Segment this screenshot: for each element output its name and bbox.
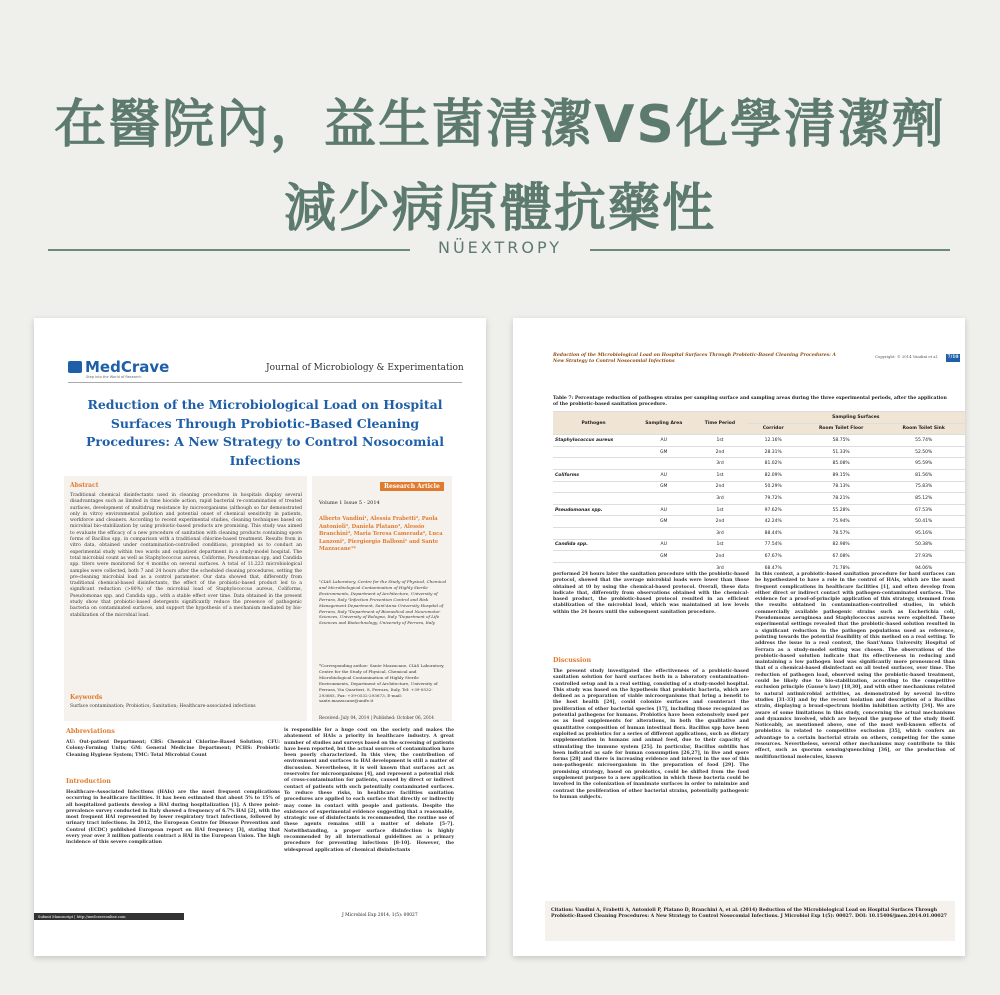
cell-period: 3rd (693, 458, 746, 470)
cell-period: 1st (693, 469, 746, 481)
cell-period: 1st (693, 539, 746, 551)
cell-floor: 55.28% (800, 504, 883, 516)
cell-corridor: 42.24% (747, 516, 800, 528)
introduction-text: Healthcare-Associated Infections (HAIs) are the most frequent complications occurring in healthcare facilities. It has been estimated that about 5% to 15% of all hospitalized patients develop a HAI during hospitalization [1]. A three point-prevalence survey conducted in Italy showed a frequency of 6.7% HAI [2], with the most frequent HAI represented by lower respiratory tract infections, followed by urinary tract infections. In 2012, the European Centre for Disease Prevention and Control (ECDC) published European report on HAI frequency [3], stating that every year over 3 million patients contract a HAI in the European Union. The high incidence of this severe complication (66, 790, 280, 846)
table-body (553, 435, 965, 574)
brand-logo: NÜEXTROPY (437, 238, 563, 257)
keywords-text: Surface contamination; Probiotics; Sanitation; Healthcare-associated infections (70, 704, 256, 709)
corresponding-author: *Corresponding author: Sante Mazzacane, CIAS Laboratory, Centre for the Study of Physical, Chemical and Microbiological Contamination of Highly Sterile Environments, Department of Architecture, University of Ferrara, Via Quartieri, 8, Ferrara, Italy, Tel: +39-0532-293685, Fax: +39-0532-293673, E-mail: sante.mazzacane@unife.it (319, 663, 445, 704)
cell-area: AU (634, 539, 693, 551)
cell-period: 2nd (693, 446, 746, 458)
th-toilet-floor: Room Toilet Floor (800, 423, 883, 435)
table-row (553, 504, 965, 516)
header-rule (68, 382, 462, 383)
table-row (553, 493, 965, 505)
cell-period: 1st (693, 435, 746, 447)
cell-floor: 78.13% (800, 481, 883, 493)
discussion-text-right: In this context, a probiotic-based sanitation procedure for hard surfaces can be hypothesized to have a role in the control of HAIs, which are the most frequent complications in healthcare facilities [1], and often develop from either direct or indirect contact with pathogen-contaminated surfaces. The evidence for a proof-of-principle application of this strategy, stemmed from the results obtained in contamination-controlled studies, in which commercially available pathogenic strains such as Escherichia coli, Pseudomonas aeruginosa and Staphylococcus aureus were exploited. These experimental settings revealed that the probiotic-based solution resulted in a significant reduction in the pathogen populations used as reference, pointing towards the potential feasibility of this method on a real setting. To address the issue in a real context, the Sant'Anna University Hospital of Ferrara as a study-model setting was chosen. The observations of the probiotic-based solution indicate that its effectiveness in reducing and maintaining a low pathogen load was significantly more pronounced than that of a chemical-based disinfectant on all tested surfaces, over time. The reduction of pathogen load, observed using the probiotic-based treatment, could be likely due to bio-stabilization, according to the competitive exclusion principle (Gause's law) [18,30], and with other mechanisms related to natural antimicrobial activities, as demonstrated by several in-vitro studies [31-33] and by the recent isolation and description of a Bacillus strain, displaying a broad-spectrum biofilm inhibition activity [34]. We are aware of some limitations in this study, concerning the actual mechanisms and dynamics involved, which are beyond the purpose of the study itself. Noticeably, as mentioned above, one of the most well-known effects of probiotics is related to competitive exclusion [35], which confers an advantage to a certain bacterial strain on others, competing for the same resources. Nevertheless, several other mechanisms may contribute to this effect, such as quorum sensing/quenching [36], or the production of multifunctional molecules, known (755, 572, 955, 760)
logo-tagline: Step into the World of Research (86, 375, 142, 379)
abbreviations-text: AU: Out-patient Department; CBS: Chemical Chlorine-Based Solution; CFU: Colony-Forming Units; GM: General Medicine Department; PCHS: Probiotic Cleaning Hygiene System; TMC: Total Microbial Count (66, 740, 280, 758)
discussion-text-left: The present study investigated the effectiveness of a probiotic-based sanitation solution for hard surfaces both in a laboratory contamination-controlled setup and in a real setting, consisting of a study-model hospital. This study was based on the hypothesis that probiotic bacteria, which are defined as a preparation of viable microorganisms that bring a benefit to the host health [24], could colonize surfaces and counteract the proliferation of other bacterial species [17], including those recognized as potential pathogens for humans. Probiotics have been extensively used per os as food supplements for alterations, in both the qualitative and quantitative composition of human intestinal flora. Bacillus spp have been exploited as probiotics for a series of different applications, such as dietary supplementation in humans and animal feed, due to their capacity of stimulating the immune system [25]. In particular, Bacillus subtilis has been indicated as safe for human consumption [26,27], in live and spore forms [28] and there is increasing evidence and interest in the use of this non-pathogenic microorganism in the preparation of food [29]. The promising strategy, based on probiotics, could be shifted from the food supplement purpose to a new application in which these bacteria could be involved in the colonization of inanimate surfaces in order to minimize and contrast the proliferation of other bacterial strains, potentially pathogenic to human subjects. (553, 669, 749, 800)
introduction-heading: Introduction (66, 778, 111, 785)
cell-floor: 75.94% (800, 516, 883, 528)
cell-sink: 94.06% (882, 562, 965, 573)
cell-period: 3rd (693, 493, 746, 505)
cell-area: AU (634, 469, 693, 481)
cell-corridor: 68.47% (747, 562, 800, 573)
medcrave-logo-text: MedCrave (85, 358, 170, 376)
cell-corridor: 79.72% (747, 493, 800, 505)
paper-page-1 (34, 318, 486, 956)
medcrave-logo (68, 358, 169, 376)
cell-pathogen (553, 458, 634, 470)
article-type-badge: Research Article (380, 482, 444, 491)
cell-pathogen (553, 527, 634, 539)
cell-sink: 52.50% (882, 446, 965, 458)
cell-area: AU (634, 435, 693, 447)
divider-right (590, 249, 950, 251)
cell-pathogen (553, 493, 634, 505)
cell-period: 2nd (693, 516, 746, 528)
th-period: Time Period (693, 412, 746, 435)
cell-period: 2nd (693, 551, 746, 563)
cell-corridor: 28.31% (747, 446, 800, 458)
cell-corridor: 81.02% (747, 458, 800, 470)
cell-floor: 78.57% (800, 527, 883, 539)
cell-period: 2nd (693, 481, 746, 493)
cell-floor: 89.15% (800, 469, 883, 481)
cell-corridor: 77.54% (747, 539, 800, 551)
citation-text: Citation: Vandini A, Frabetti A, Antonioli P, Platano D, Branchini A, et al. (2014) Reduction of the Microbiological Load on Hospital Surfaces Through Probiotic-Based Cleaning Procedures: A New Strategy to Control Nosocomial Infections. J Microbiol Exp 1(5): 00027. DOI: 10.15406/jmen.2014.01.00027 (551, 908, 947, 920)
journal-name: Journal of Microbiology & Experimentation (266, 363, 464, 373)
headline-line-1: 在醫院內，益生菌清潔VS化學清潔劑 (54, 95, 946, 155)
cell-period: 3rd (693, 527, 746, 539)
cell-pathogen: Coliforms (553, 469, 634, 481)
results-text: performed 24 hours later the sanitation procedure with the probiotic-based protocol, showed that the average microbial loads were lower than those obtained at t0 by using the chemical-based protocol. Overall, these data indicate that, differently from observations obtained with the chemical-based product, the probiotic-based protocol resulted in an efficient stabilization of the microbial load, which was maintained at low levels within the 24 hours until the subsequent sanitation procedure. (553, 572, 749, 615)
divider-left (48, 249, 410, 251)
cell-floor: 58.75% (800, 435, 883, 447)
cell-sink: 81.56% (882, 469, 965, 481)
cell-floor: 82.98% (800, 539, 883, 551)
cell-corridor: 82.09% (747, 469, 800, 481)
paper-page-2 (513, 318, 965, 956)
keywords-heading: Keywords (70, 694, 103, 701)
cell-floor: 71.78% (800, 562, 883, 573)
cell-area (634, 458, 693, 470)
cell-pathogen (553, 481, 634, 493)
cell-area: GM (634, 481, 693, 493)
paper-title: Reduction of the Microbiological Load on Hospital Surfaces Through Probiotic-Based Cleaning Procedures: A New Strategy to Control Nosocomial Infections (86, 397, 444, 468)
copyright: Copyright: © 2014 Vandini et al. (875, 354, 938, 359)
cell-area (634, 527, 693, 539)
th-area: Sampling Area (634, 412, 693, 435)
volume-info: Volume 1 Issue 5 - 2014 (319, 500, 380, 506)
table-row (553, 469, 965, 481)
cell-sink: 75.83% (882, 481, 965, 493)
affiliations: ¹CIAS Laboratory, Centre for the Study of Physical, Chemical and Microbiological Contamination of Highly Sterile Environments, Department of Architecture, University of Ferrara, Italy ²Infection Prevention Control and Risk Management Department, Sant'Anna University Hospital of Ferrara, Italy ³Department of Biomedical and Neuromotor Sciences, University of Bologna, Italy ⁴Department of Life Sciences and Biotechnology, University of Ferrara, Italy (319, 579, 447, 626)
cell-period: 1st (693, 504, 746, 516)
cell-sink: 67.53% (882, 504, 965, 516)
cell-corridor: 88.44% (747, 527, 800, 539)
results-table (553, 411, 965, 573)
publication-dates: Received: July 04, 2014 | Published: October 06, 2014 (319, 715, 434, 720)
table-row (553, 539, 965, 551)
cell-area: GM (634, 516, 693, 528)
cell-sink: 95.59% (882, 458, 965, 470)
abstract-heading: Abstract (70, 482, 99, 489)
cell-pathogen: Staphylococcus aureus (553, 435, 634, 447)
cell-floor: 51.33% (800, 446, 883, 458)
table-row (553, 446, 965, 458)
cell-period: 3rd (693, 562, 746, 573)
cell-floor: 67.08% (800, 551, 883, 563)
table-row (553, 527, 965, 539)
footer-citation: J Microbiol Exp 2014, 1(5): 00027 (342, 913, 418, 918)
cell-corridor: 50.29% (747, 481, 800, 493)
th-toilet-sink: Room Toilet Sink (882, 423, 965, 435)
cell-sink: 85.12% (882, 493, 965, 505)
cell-pathogen (553, 446, 634, 458)
table-row (553, 516, 965, 528)
footer-submit-text: Submit Manuscript | http://medcraveonline.com (38, 915, 126, 919)
discussion-heading: Discussion (553, 657, 592, 664)
cell-corridor: 97.62% (747, 504, 800, 516)
medcrave-logo-icon (68, 361, 82, 373)
cell-corridor: 12.16% (747, 435, 800, 447)
cell-sink: 27.93% (882, 551, 965, 563)
cell-area: GM (634, 446, 693, 458)
page-number: 7/10 (947, 355, 959, 360)
th-surfaces: Sampling Surfaces (747, 412, 965, 424)
cell-floor: 78.21% (800, 493, 883, 505)
abstract-text: Traditional chemical disinfectants used in cleaning procedures in hospitals display several disadvantages such as limited in time biocide action, rapid bacterial re-contamination of treated surfaces, development of multidrug resistance by microorganisms (although so far demonstrated only in vitro) environmental pollution and potential onset of chemical sensitivity in patients, workforce and cleaners. According to recent experimental studies, cleaning techniques based on microbial bio-stabilization by using probiotic-based products are promising. This study was aimed to evaluate the efficacy of a new procedure of sanitation with cleaning products containing spore forms of Bacillus spp, in comparison with a traditional chlorine-based treatment. Results from in vitro data, obtained under contamination-controlled conditions, prompted us to conduct an experimental study within two wards and outpatient department in a study-model hospital. The total microbial count as well as Staphylococcus aureus, Coliforms, Pseudomonas spp, and Candida spp. titers were monitored for 4 months on several surfaces. A total of 11.223 microbiological samples were collected, both 7 and 24 hours after the scheduled cleaning procedures, setting the pre-cleaning microbial load as a control parameter. Our data showed that, differently from traditional chemical-based disinfectants, the effect of the probiotic-based product led to a significant reduction (>80%) of the microbial load of Staphylococcus aureus, Coliforms, Pseudomonas spp. and Candida spp., with a stable effect over time. Data obtained in the present study show that probiotic-based detergents significantly reduce the presence of pathogenic bacteria on contaminated surfaces, and support the hypothesis of a mechanism mediated by bio-stabilization of the microbial load. (70, 493, 302, 618)
cell-area: GM (634, 551, 693, 563)
cell-pathogen (553, 516, 634, 528)
cell-area (634, 493, 693, 505)
cell-floor: 85.08% (800, 458, 883, 470)
introduction-column-2: is responsible for a huge cost on the society and makes the abatement of HAIs a priority in healthcare industry. A great number of studies and surveys based on the screening of patients have been reported, but the actual sources of contamination have been poorly characterized. In this view, the contribution of environment and surfaces to HAI development is still a matter of discussion. Nevertheless, it is well known that surfaces act as reservoirs for microorganisms [4], and represent a potential risk of cross-contamination for patients, caused by direct or indirect contact of patients with such potentially contaminated surfaces. To reduce these risks, in healthcare facilities sanitation procedures are applied to each surface that directly or indirectly may come in contact with people and patients. Despite the existence of experimental evidence suggesting that a reasonable, strategic use of disinfectants is recommended, the routine use of these agents remains still a matter of debate [5-7]. Notwithstanding, a proper surface disinfection is highly recommended by all international guidelines as a primary procedure for preventing infections [8-10]. However, the widespread application of chemical disinfectants (284, 728, 454, 853)
cell-area: AU (634, 504, 693, 516)
running-head: Reduction of the Microbiological Load on Hospital Surfaces Through Probiotic-Based Cleaning Procedures: A New Strategy to Control Nosocomial Infections (553, 353, 836, 364)
cell-sink: 50.38% (882, 539, 965, 551)
cell-corridor: 67.67% (747, 551, 800, 563)
cell-sink: 55.74% (882, 435, 965, 447)
cell-pathogen: Pseudomonas spp. (553, 504, 634, 516)
cell-pathogen (553, 551, 634, 563)
table-caption: Table 7: Percentage reduction of pathogen strains per sampling surface and sampling areas during the three experimental periods, after the application of the probiotic-based sanitation procedure. (553, 396, 947, 408)
citation-box (545, 901, 955, 941)
author-list: Alberto Vandini¹, Alessia Frabetti², Paola Antonioli³, Daniela Platano³, Alessio Branchini⁴, Maria Teresa Camerada⁴, Luca Lanzoni¹, Piergiorgio Balboni¹ and Sante Mazzacane¹* (319, 516, 443, 553)
table-row (553, 435, 965, 447)
headline-line-2: 減少病原體抗藥性 (283, 179, 716, 239)
cell-sink: 50.41% (882, 516, 965, 528)
th-pathogen: Pathogen (553, 412, 634, 435)
cell-pathogen: Candida spp. (553, 539, 634, 551)
cell-sink: 95.16% (882, 527, 965, 539)
table-row (553, 551, 965, 563)
th-corridor: Corridor (747, 423, 800, 435)
table-row (553, 458, 965, 470)
table-row (553, 481, 965, 493)
abbreviations-heading: Abbreviations (66, 728, 115, 735)
